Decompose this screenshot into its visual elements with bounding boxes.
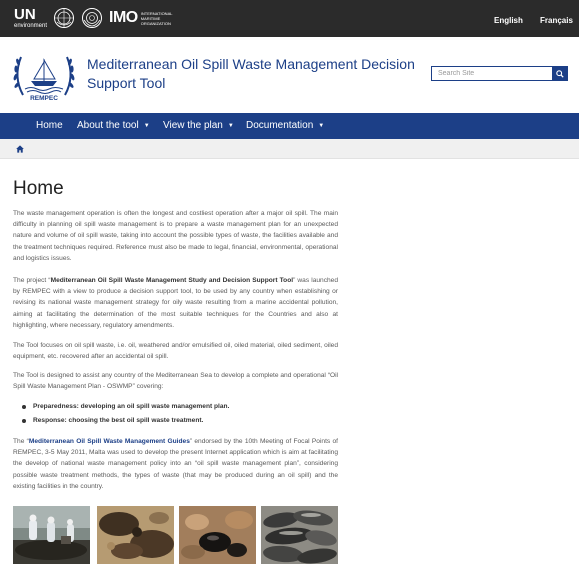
page-title: Home bbox=[13, 178, 64, 199]
nav-item-label: About the tool bbox=[77, 120, 139, 131]
language-french-link[interactable]: Français bbox=[540, 16, 573, 25]
search-button[interactable] bbox=[552, 67, 567, 80]
coverage-list bbox=[21, 400, 331, 428]
guides-paragraph bbox=[13, 436, 338, 492]
nav-item-label: View the plan bbox=[163, 120, 223, 131]
breadcrumb bbox=[0, 139, 579, 159]
intro-paragraph: The waste management operation is often the longest and costliest operation after a major oil spill. The main difficulty in planning oil spill waste management is to prepare a waste management plan for an unexpected nature and volume of oil spill waste, taking into account the possible types of waste, the facilities available and the treatment techniques required. Reference must also be made to legal, financial, environmental, operational and logistics issues. bbox=[13, 210, 338, 262]
oiled-rocks-photo[interactable] bbox=[179, 506, 256, 564]
caret-down-icon: ▼ bbox=[318, 123, 325, 129]
list-item: Preparedness: developing an oil spill waste management plan. bbox=[21, 400, 331, 414]
search-form bbox=[431, 66, 568, 81]
nav-item-about-the-tool[interactable] bbox=[77, 113, 150, 139]
cleanup-crew-photo[interactable] bbox=[13, 506, 90, 564]
oil-waste-bags-photo[interactable] bbox=[261, 506, 338, 564]
rempec-logo[interactable] bbox=[11, 45, 77, 103]
search-icon bbox=[556, 70, 564, 78]
guides-link[interactable]: Mediterranean Oil Spill Waste Management Guides bbox=[28, 438, 190, 445]
tool-focus-paragraph: The Tool focuses on oil spill waste, i.e. oil, weathered and/or emulsified oil, oiled material, oiled sediment, oiled equipment, etc. recovered after an accidental oil spill. bbox=[13, 342, 338, 361]
nav-item-view-the-plan[interactable] bbox=[163, 113, 234, 139]
top-bar bbox=[0, 0, 579, 37]
imo-logo-text: IMO bbox=[109, 9, 138, 26]
project-paragraph-body: ” was launched by REMPEC with a view to produce a decision support tool, to be used by any country when establishing or revising its national waste management strategy for oily waste resulting from a marine accidental pollution, aiming at facilitating the determination of the most suitable techniques for the Countries and also at highlighting, where necessary, regulatory amendments. bbox=[13, 277, 338, 329]
search-input[interactable] bbox=[432, 67, 552, 80]
language-english-link[interactable]: English bbox=[494, 16, 523, 25]
tool-design-paragraph: The Tool is designed to assist any country of the Mediterranean Sea to develop a complete and operational “Oil Spill Waste Management Plan - OSWMP” covering: bbox=[13, 372, 338, 391]
unep-logo[interactable] bbox=[14, 7, 47, 29]
un-emblem-icon bbox=[81, 7, 103, 29]
imo-logo-subtext: INTERNATIONAL MARITIME ORGANIZATION bbox=[140, 10, 173, 26]
unep-emblem-icon bbox=[53, 7, 75, 29]
nav-item-label: Home bbox=[36, 120, 63, 131]
rempec-logo-text: REMPEC bbox=[30, 95, 58, 102]
list-item: Response: choosing the best oil spill waste treatment. bbox=[21, 414, 331, 428]
imo-logo[interactable] bbox=[109, 9, 179, 27]
caret-down-icon: ▼ bbox=[143, 123, 150, 129]
project-paragraph bbox=[13, 275, 338, 331]
nav-item-documentation[interactable] bbox=[246, 113, 324, 139]
main-nav bbox=[0, 113, 579, 139]
site-title[interactable]: Mediterranean Oil Spill Waste Management Decision Support Tool bbox=[87, 56, 415, 91]
oiled-sediment-photo[interactable] bbox=[97, 506, 174, 564]
guides-paragraph-body: ” endorsed by the 10th Meeting of Focal Points of REMPEC, 3-5 May 2011, Malta was used to develop the present Internet application which is aim at facilitating the develop of national waste management policy into an “oil spill waste management plan”, considering possible waste treatment methods, the types of waste (that may be produced during an oil spill) and the existing facilities in the country. bbox=[13, 438, 338, 490]
partner-logos bbox=[14, 7, 179, 29]
project-paragraph-lead: The project “ bbox=[13, 277, 51, 284]
nav-item-label: Documentation bbox=[246, 120, 314, 131]
unep-logo-text: UN bbox=[14, 6, 36, 23]
caret-down-icon: ▼ bbox=[227, 123, 234, 129]
guides-paragraph-lead: The “ bbox=[13, 438, 29, 445]
home-icon[interactable] bbox=[16, 145, 24, 153]
nav-item-home[interactable] bbox=[36, 113, 63, 139]
unep-logo-subtext: environment bbox=[14, 23, 48, 29]
project-name: Mediterranean Oil Spill Waste Management Study and Decision Support Tool bbox=[50, 277, 294, 284]
